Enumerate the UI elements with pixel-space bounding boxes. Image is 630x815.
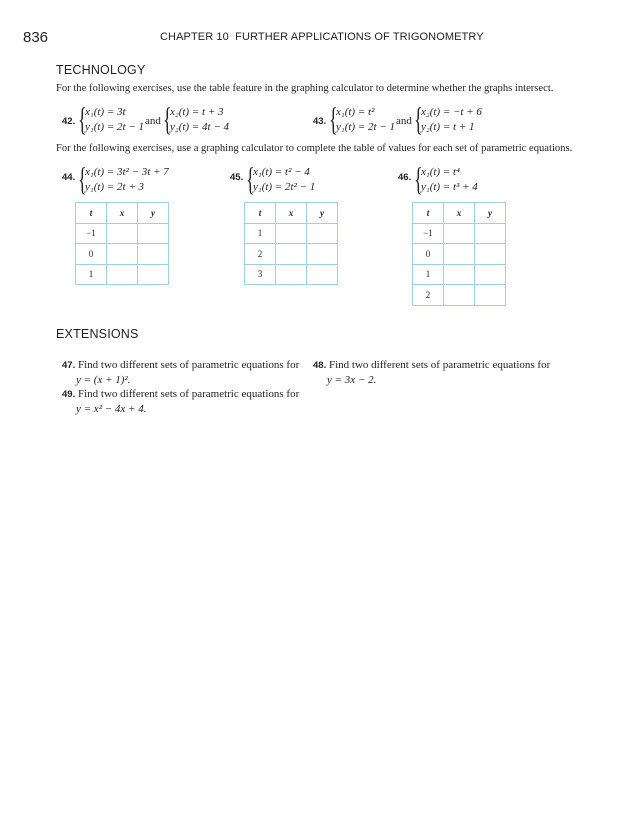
equation-x1: x₁(t) = 3t² − 3t + 7 bbox=[85, 166, 169, 178]
brace: { bbox=[246, 162, 255, 198]
technology-intro-1: For the following exercises, use the table feature in the graphing calculator to determine whether the graphs intersect. bbox=[56, 83, 554, 94]
exercise-48 bbox=[313, 358, 573, 387]
table-row bbox=[245, 244, 338, 265]
exercise-number: 42. bbox=[62, 116, 76, 127]
table-header-row bbox=[413, 203, 506, 224]
header-y: y bbox=[138, 203, 169, 224]
exercise-equation: y = 3x − 2. bbox=[327, 374, 377, 386]
y-cell[interactable] bbox=[138, 223, 169, 244]
brace: { bbox=[414, 102, 423, 138]
t-value: 1 bbox=[76, 264, 107, 285]
y-cell[interactable] bbox=[475, 264, 506, 285]
x-cell[interactable] bbox=[276, 244, 307, 265]
equation-x1: x₁(t) = 3t bbox=[85, 106, 126, 118]
t-value: 1 bbox=[245, 223, 276, 244]
table-row bbox=[413, 244, 506, 265]
chapter-title: FURTHER APPLICATIONS OF TRIGONOMETRY bbox=[235, 31, 484, 43]
exercise-text: Find two different sets of parametric equations for bbox=[77, 388, 300, 400]
header-x: x bbox=[444, 203, 475, 224]
equation-x1: x₁(t) = t² bbox=[336, 106, 375, 118]
technology-intro-2: For the following exercises, use a graphing calculator to complete the table of values for each set of parametric equations. bbox=[56, 143, 573, 154]
exercise-number: 43. bbox=[313, 116, 327, 127]
table-row bbox=[245, 264, 338, 285]
exercise-45 bbox=[230, 162, 380, 199]
x-cell[interactable] bbox=[107, 264, 138, 285]
table-header-row bbox=[76, 203, 169, 224]
table-row bbox=[76, 244, 169, 265]
exercise-44 bbox=[62, 162, 222, 199]
header-t: t bbox=[76, 203, 107, 224]
header-x: x bbox=[107, 203, 138, 224]
x-cell[interactable] bbox=[444, 244, 475, 265]
page-number: 836 bbox=[23, 29, 49, 46]
header-x: x bbox=[276, 203, 307, 224]
t-value: 0 bbox=[413, 244, 444, 265]
y-cell[interactable] bbox=[307, 244, 338, 265]
y-cell[interactable] bbox=[138, 264, 169, 285]
x-cell[interactable] bbox=[276, 223, 307, 244]
technology-heading: TECHNOLOGY bbox=[56, 63, 146, 77]
brace: { bbox=[163, 102, 172, 138]
t-value: 2 bbox=[245, 244, 276, 265]
x-cell[interactable] bbox=[107, 223, 138, 244]
header-t: t bbox=[413, 203, 444, 224]
table-header-row bbox=[245, 203, 338, 224]
equation-y2: y₂(t) = t + 1 bbox=[421, 121, 475, 133]
exercise-number: 44. bbox=[62, 172, 76, 183]
exercise-equation: y = x² − 4x + 4. bbox=[76, 403, 147, 415]
y-cell[interactable] bbox=[138, 244, 169, 265]
exercise-43 bbox=[313, 104, 533, 140]
table-row bbox=[76, 223, 169, 244]
exercise-text: Find two different sets of parametric equations for bbox=[77, 359, 300, 371]
y-cell[interactable] bbox=[475, 244, 506, 265]
running-header bbox=[160, 31, 484, 43]
equation-y2: y₂(t) = 4t − 4 bbox=[170, 121, 229, 133]
table-row bbox=[413, 223, 506, 244]
exercise-number: 47. bbox=[62, 360, 76, 371]
brace: { bbox=[78, 102, 87, 138]
t-value: 0 bbox=[76, 244, 107, 265]
exercise-47 bbox=[62, 358, 307, 387]
equation-y1: y₁(t) = t³ + 4 bbox=[421, 181, 478, 193]
table-row bbox=[413, 264, 506, 285]
x-cell[interactable] bbox=[444, 285, 475, 306]
exercise-text: Find two different sets of parametric equations for bbox=[328, 359, 551, 371]
x-cell[interactable] bbox=[276, 264, 307, 285]
brace: { bbox=[78, 162, 87, 198]
equation-x2: x₂(t) = −t + 6 bbox=[421, 106, 482, 118]
y-cell[interactable] bbox=[475, 223, 506, 244]
x-cell[interactable] bbox=[444, 223, 475, 244]
t-value: 1 bbox=[413, 264, 444, 285]
exercise-number: 49. bbox=[62, 389, 76, 400]
equation-y1: y₁(t) = 2t − 1 bbox=[336, 121, 395, 133]
t-value: −1 bbox=[76, 223, 107, 244]
brace: { bbox=[414, 162, 423, 198]
extensions-heading: EXTENSIONS bbox=[56, 327, 139, 341]
equation-x2: x₂(t) = t + 3 bbox=[170, 106, 224, 118]
exercise-42 bbox=[62, 104, 282, 140]
t-value: 3 bbox=[245, 264, 276, 285]
header-y: y bbox=[307, 203, 338, 224]
exercise-equation: y = (x + 1)². bbox=[76, 374, 131, 386]
equation-y1: y₁(t) = 2t + 3 bbox=[85, 181, 144, 193]
equation-x1: x₁(t) = t⁴ bbox=[421, 166, 460, 178]
equation-y1: y₁(t) = 2t² − 1 bbox=[253, 181, 316, 193]
header-y: y bbox=[475, 203, 506, 224]
y-cell[interactable] bbox=[307, 264, 338, 285]
t-value: 2 bbox=[413, 285, 444, 306]
y-cell[interactable] bbox=[307, 223, 338, 244]
exercise-number: 45. bbox=[230, 172, 244, 183]
exercise-number: 48. bbox=[313, 360, 327, 371]
chapter-label: CHAPTER 10 bbox=[160, 31, 229, 43]
t-value: −1 bbox=[413, 223, 444, 244]
values-table-44 bbox=[75, 202, 169, 285]
values-table-46 bbox=[412, 202, 506, 306]
y-cell[interactable] bbox=[475, 285, 506, 306]
x-cell[interactable] bbox=[107, 244, 138, 265]
table-row bbox=[245, 223, 338, 244]
exercise-46 bbox=[398, 162, 548, 199]
header-t: t bbox=[245, 203, 276, 224]
exercise-number: 46. bbox=[398, 172, 412, 183]
values-table-45 bbox=[244, 202, 338, 285]
exercise-49 bbox=[62, 387, 307, 416]
equation-x1: x₁(t) = t² − 4 bbox=[253, 166, 310, 178]
brace: { bbox=[329, 102, 338, 138]
equation-y1: y₁(t) = 2t − 1 bbox=[85, 121, 144, 133]
table-row bbox=[413, 285, 506, 306]
table-row bbox=[76, 264, 169, 285]
x-cell[interactable] bbox=[444, 264, 475, 285]
and-word: and bbox=[145, 115, 161, 127]
and-word: and bbox=[396, 115, 412, 127]
